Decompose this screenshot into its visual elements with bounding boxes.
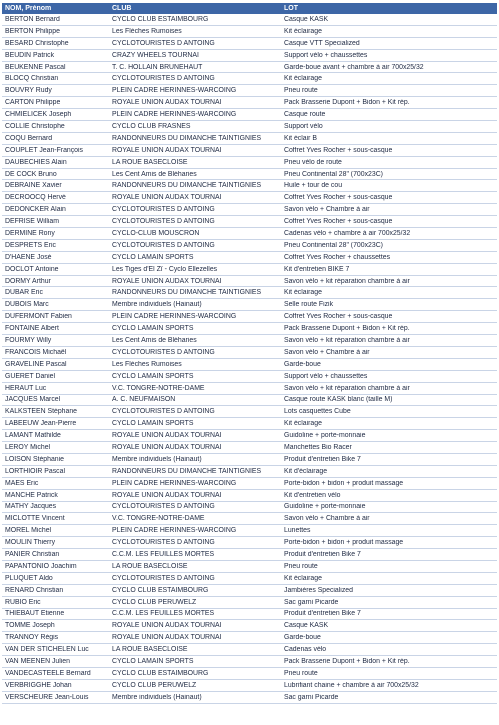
name-cell: CHMIELICEK Joseph [5,111,72,119]
club-cell: RANDONNEURS DU DIMANCHE TAINTIGNIES [112,182,262,190]
lot-cell: Garde-boue [284,634,321,642]
name-cell: COQU Bernard [5,134,53,142]
lot-cell: Coffret Yves Rocher + sous-casque [284,313,393,321]
table-row [2,632,497,644]
table-row [2,85,497,97]
club-cell: C.C.M. LES FEUILLES MORTES [112,551,215,559]
table-row [2,597,497,609]
header-name: NOM, Prénom [5,5,52,12]
lot-cell: Savon vélo + kit réparation chambre à air [284,277,410,285]
name-cell: HERAUT Luc [5,384,47,392]
table-row [2,585,497,597]
lot-cell: Support vélo + chaussettes [284,372,368,380]
table-row [2,276,497,288]
club-cell: ROYALE UNION AUDAX TOURNAI [112,277,222,285]
name-cell: LORTHIOIR Pascal [5,467,65,475]
club-cell: PLEIN CADRE HERINNES-WARCOING [112,313,237,321]
name-cell: MICLOTTE Vincent [5,515,65,523]
table-row [2,335,497,347]
lot-cell: Pneu route [284,87,318,95]
club-cell: CYCLOTOURISTES D ANTOING [112,241,215,249]
club-cell: Les Cent Amis de Bléharies [112,336,197,344]
name-cell: PLUQUET Aldo [5,574,53,582]
club-cell: ROYALE UNION AUDAX TOURNAI [112,99,222,107]
club-cell: RANDONNEURS DU DIMANCHE TAINTIGNIES [112,134,262,142]
table-row [2,537,497,549]
name-cell: MAES Eric [5,479,39,487]
club-cell: A. C. NEUFMAISON [112,396,176,404]
name-cell: DAUBECHIES Alain [5,158,67,166]
table-row [2,668,497,680]
club-cell: V.C. TONGRE-NOTRE-DAME [112,515,205,523]
table-row [2,454,497,466]
club-cell: Membre individuels (Hainaut) [112,455,202,463]
header-lot: LOT [284,5,298,12]
name-cell: DERMINE Rony [5,229,55,237]
lot-cell: Garde-boue [284,360,321,368]
table-row [2,133,497,145]
table-row [2,109,497,121]
table-row [2,299,497,311]
lot-cell: Pneu Continental 28" (700x23C) [284,170,383,178]
table-row [2,692,497,704]
club-cell: CRAZY WHEELS TOURNAI [112,51,199,59]
table-row [2,216,497,228]
name-cell: THIEBAUT Etienne [5,610,65,618]
table-row [2,73,497,85]
lot-cell: Support vélo [284,122,323,130]
lot-cell: Cadenas vélo + chambre à air 700x25/32 [284,229,411,237]
club-cell: Les Flèches Rumoises [112,27,182,35]
table-row [2,347,497,359]
table-row [2,157,497,169]
table-row [2,383,497,395]
name-cell: BOUVRY Rudy [5,87,52,95]
table-row [2,204,497,216]
name-cell: PAPANTONIO Joachim [5,562,77,570]
table-row [2,228,497,240]
lot-cell: Produit d'entretien Bike 7 [284,455,361,463]
club-cell: CYCLOTOURISTES D ANTOING [112,39,215,47]
name-cell: BEUDIN Patrick [5,51,55,59]
name-cell: DOCLOT Antoine [5,265,59,273]
lot-cell: Savon vélo + kit réparation chambre à air [284,384,410,392]
lot-cell: Pack Brasserie Dupont + Bidon + Kit rép. [284,99,410,107]
lot-cell: Coffret Yves Rocher + chaussettes [284,253,391,261]
lot-cell: Produit d'entretien Bike 7 [284,610,361,618]
name-cell: RENARD Christian [5,586,64,594]
lot-cell: Cadenas vélo [284,646,327,654]
name-cell: PANIER Christian [5,551,60,559]
lot-cell: Kit éclair B [284,134,317,142]
club-cell: ROYALE UNION AUDAX TOURNAI [112,194,222,202]
table-row [2,406,497,418]
lot-cell: Support vélo + chaussettes [284,51,368,59]
name-cell: VAN MEENEN Julien [5,658,70,666]
lot-cell: Manchettes Bio Racer [284,444,352,451]
club-cell: CYCLOTOURISTES D ANTOING [112,408,215,416]
lot-cell: Porte-bidon + bidon + produit massage [284,479,404,487]
table-row [2,252,497,264]
table-row [2,97,497,109]
name-cell: DESPRETS Eric [5,241,56,249]
lot-cell: Jambières Specialized [284,586,353,594]
name-cell: DE COCK Bruno [5,170,57,178]
club-cell: ROYALE UNION AUDAX TOURNAI [112,634,222,642]
club-cell: CYCLO LAMAIN SPORTS [112,658,194,666]
lot-cell: Pneu route [284,562,318,570]
table-row [2,14,497,26]
lot-cell: Kit éclairage [284,75,322,83]
table-row [2,145,497,157]
name-cell: FRANCOIS Michaël [5,348,67,356]
lot-cell: Savon vélo + kit réparation chambre à air [284,336,410,344]
club-cell: CYCLO CLUB ESTAIMBOURG [112,15,209,23]
lot-cell: Lots casquettes Cube [284,408,351,416]
club-cell: CYCLOTOURISTES D ANTOING [112,539,215,547]
club-cell: Les Cent Amis de Bléharies [112,170,197,178]
table-row [2,644,497,656]
club-cell: CYCLO-CLUB MOUSCRON [112,229,200,237]
lot-cell: Pack Brasserie Dupont + Bidon + Kit rép. [284,325,410,333]
table-row [2,38,497,50]
club-cell: PLEIN CADRE HERINNES-WARCOING [112,87,237,95]
table-row [2,359,497,371]
club-cell: CYCLOTOURISTES D ANTOING [112,574,215,582]
name-cell: D'HAENE José [5,253,52,261]
club-cell: LA ROUE BASECLOISE [112,158,188,166]
club-cell: T. C. HOLLAIN BRUNEHAUT [112,63,203,71]
table-header [2,3,497,14]
table-row [2,192,497,204]
name-cell: GRAVELINE Pascal [5,360,67,368]
lot-cell: Lubrifiant chaine + chambre à air 700x25/32 [284,681,419,689]
name-cell: LEROY Michel [5,444,51,451]
club-cell: RANDONNEURS DU DIMANCHE TAINTIGNIES [112,289,262,297]
table-row [2,609,497,621]
table-row [2,264,497,276]
name-cell: BESARD Christophe [5,39,69,47]
table-row [2,26,497,38]
lot-cell: Kit éclairage [284,420,322,428]
club-cell: LA ROUE BASECLOISE [112,646,188,654]
table-row [2,169,497,181]
prize-table [2,3,497,704]
table-row [2,180,497,192]
table-row [2,656,497,668]
table-row [2,525,497,537]
club-cell: CYCLO CLUB PERUWELZ [112,681,197,689]
lot-cell: Selle route Fizik [284,301,334,309]
name-cell: DORMY Arthur [5,277,51,285]
table-row [2,513,497,525]
lot-cell: Guidoline + porte-monnaie [284,503,366,511]
lot-cell: Coffret Yves Rocher + sous-casque [284,146,393,154]
lot-cell: Produit d'entretien Bike 7 [284,551,361,559]
club-cell: CYCLO CLUB ESTAIMBOURG [112,669,209,677]
table-row [2,490,497,502]
name-cell: BLOCQ Christian [5,75,59,83]
lot-cell: Casque KASK [284,622,329,630]
name-cell: JACQUES Marcel [5,396,61,404]
club-cell: PLEIN CADRE HERINNES-WARCOING [112,479,237,487]
table-row [2,549,497,561]
table-row [2,478,497,490]
club-cell: ROYALE UNION AUDAX TOURNAI [112,622,222,630]
lot-cell: Casque KASK [284,15,329,23]
name-cell: VERBRIGGHE Johan [5,681,72,689]
table-row [2,121,497,133]
lot-cell: Kit d'entretien vélo [284,491,341,499]
lot-cell: Kit éclairage [284,289,322,297]
lot-cell: Kit éclairage [284,574,322,582]
lot-cell: Kit d'entretien BIKE 7 [284,265,350,273]
table-row [2,680,497,692]
table-row [2,50,497,62]
club-cell: CYCLO CLUB FRASNES [112,122,191,130]
name-cell: DECROOCQ Hervé [5,194,66,202]
lot-cell: Sac garni Picarde [284,598,339,606]
club-cell: CYCLO LAMAIN SPORTS [112,325,194,333]
table-row [2,561,497,573]
club-cell: ROYALE UNION AUDAX TOURNAI [112,491,222,499]
lot-cell: Casque route [284,111,326,119]
table-row [2,466,497,478]
name-cell: BERTON Philippe [5,27,60,35]
name-cell: KALKSTEEN Stéphane [5,408,78,416]
table-row [2,573,497,585]
club-cell: CYCLO CLUB ESTAIMBOURG [112,586,209,594]
table-row [2,430,497,442]
club-cell: LA ROUE BASECLOISE [112,562,188,570]
name-cell: VANDECASTEELE Bernard [5,669,91,677]
lot-cell: Pneu route [284,669,318,677]
name-cell: LOISON Stéphanie [5,455,64,463]
table-body [2,14,497,704]
name-cell: RUBIO Eric [5,598,41,606]
lot-cell: Kit éclairage [284,27,322,35]
name-cell: FONTAINE Albert [5,325,59,333]
club-cell: ROYALE UNION AUDAX TOURNAI [112,146,222,154]
name-cell: DEBRAINE Xavier [5,182,62,190]
name-cell: DEDONCKER Alain [5,206,66,214]
lot-cell: Guidoline + porte-monnaie [284,432,366,440]
club-cell: CYCLOTOURISTES D ANTOING [112,503,215,511]
club-cell: PLEIN CADRE HERINNES-WARCOING [112,111,237,119]
club-cell: CYCLOTOURISTES D ANTOING [112,218,215,226]
table-row [2,395,497,407]
club-cell: RANDONNEURS DU DIMANCHE TAINTIGNIES [112,467,262,475]
club-cell: CYCLO LAMAIN SPORTS [112,253,194,261]
name-cell: BERTON Bernard [5,15,60,23]
name-cell: TRANNOY Régis [5,634,59,642]
lot-cell: Casque VTT Specialized [284,39,360,47]
club-cell: V.C. TONGRE-NOTRE-DAME [112,384,205,392]
name-cell: DUBOIS Marc [5,301,49,309]
name-cell: LABEEUW Jean-Pierre [5,420,77,428]
name-cell: TOMME Joseph [5,622,55,630]
club-cell: Les Flèches Rumoises [112,360,182,368]
lot-cell: Porte-bidon + bidon + produit massage [284,539,404,547]
club-cell: CYCLO LAMAIN SPORTS [112,420,194,428]
name-cell: DUFERMONT Fabien [5,313,72,321]
name-cell: VERSCHEURE Jean-Louis [5,693,89,701]
table-row [2,311,497,323]
header-club: CLUB [112,5,132,12]
club-cell: CYCLO LAMAIN SPORTS [112,372,194,380]
lot-cell: Sac garni Picarde [284,693,339,701]
lot-cell: Kit d'éclairage [284,467,328,475]
club-cell: CYCLO CLUB PERUWELZ [112,598,197,606]
name-cell: MOREL Michel [5,527,52,535]
club-cell: Les Tiges d'El Zî - Cyclo Ellezelles [112,265,218,273]
club-cell: ROYALE UNION AUDAX TOURNAI [112,444,222,451]
name-cell: GUERET Daniel [5,372,56,380]
club-cell: ROYALE UNION AUDAX TOURNAI [112,432,222,440]
name-cell: LAMANT Mathilde [5,432,61,440]
club-cell: CYCLOTOURISTES D ANTOING [112,75,215,83]
name-cell: MOULIN Thierry [5,539,56,547]
club-cell: Membre individuels (Hainaut) [112,301,202,309]
name-cell: COUPLET Jean-François [5,146,83,154]
table-row [2,287,497,299]
table-row [2,502,497,514]
name-cell: MANCHE Patrick [5,491,58,499]
table-row [2,442,497,454]
name-cell: DUBAR Eric [5,289,43,297]
club-cell: Membre individuels (Hainaut) [112,693,202,701]
name-cell: MATHY Jacques [5,503,57,511]
lot-cell: Casque route KASK blanc (taille M) [284,396,393,404]
club-cell: CYCLOTOURISTES D ANTOING [112,206,215,214]
club-cell: C.C.M. LES FEUILLES MORTES [112,610,215,618]
lot-cell: Coffret Yves Rocher + sous-casque [284,194,393,202]
table-row [2,620,497,632]
lot-cell: Savon vélo + Chambre à air [284,348,370,356]
name-cell: BEUKENNE Pascal [5,63,66,71]
lot-cell: Pack Brasserie Dupont + Bidon + Kit rép. [284,658,410,666]
club-cell: CYCLOTOURISTES D ANTOING [112,348,215,356]
club-cell: PLEIN CADRE HERINNES-WARCOING [112,527,237,535]
table-row [2,323,497,335]
lot-cell: Huile + tour de cou [284,182,343,190]
lot-cell: Savon vélo + Chambre à air [284,515,370,523]
name-cell: COLLIE Christophe [5,122,65,130]
lot-cell: Garde-boue avant + chambre à air 700x25/32 [284,63,424,71]
table-row [2,371,497,383]
name-cell: CARTON Philippe [5,99,61,107]
lot-cell: Pneu vélo de route [284,158,342,166]
lot-cell: Savon vélo + Chambre à air [284,206,370,214]
lot-cell: Coffret Yves Rocher + sous-casque [284,218,393,226]
table-row [2,418,497,430]
lot-cell: Lunettes [284,527,311,535]
table-row [2,62,497,74]
table-row [2,240,497,252]
name-cell: DEFRISE William [5,218,59,226]
lot-cell: Pneu Continental 28" (700x23C) [284,241,383,249]
name-cell: FOURMY Willy [5,336,52,344]
name-cell: VAN DER STICHELEN Luc [5,646,89,654]
